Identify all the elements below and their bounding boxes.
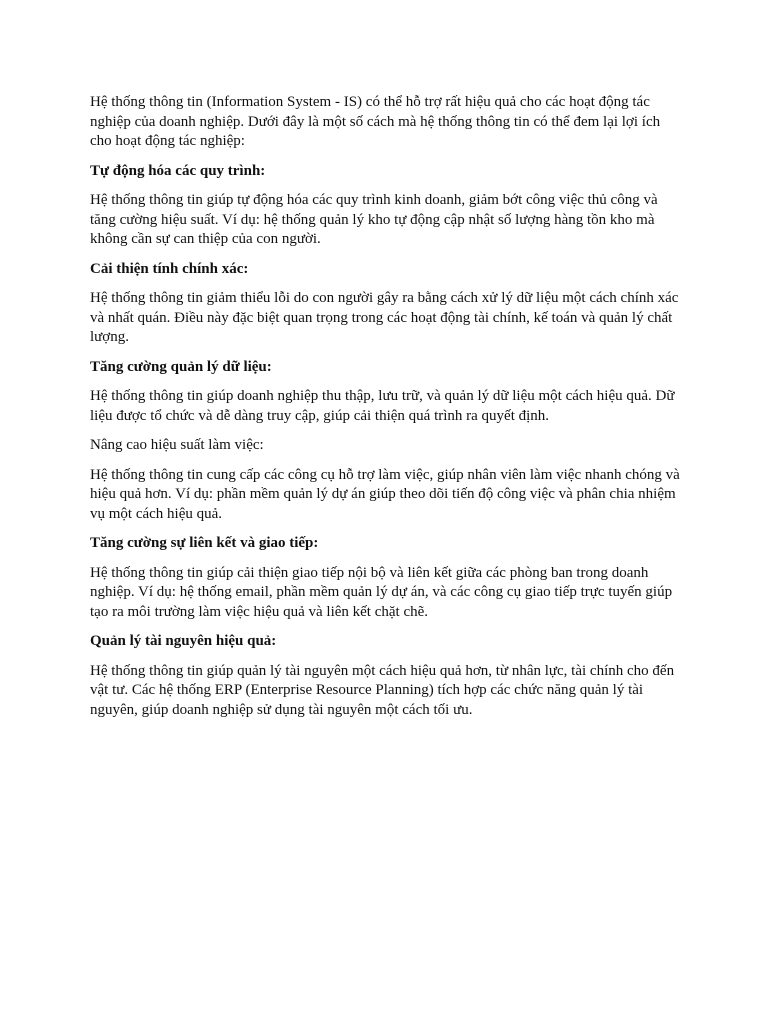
section-heading-resources: Quản lý tài nguyên hiệu quả: [90, 633, 277, 649]
section-body-communication: Hệ thống thông tin giúp cải thiện giao tiếp nội bộ và liên kết giữa các phòng ban trong doanh nghiệp. Ví dụ: hệ thống email, phần mềm quản lý dự án, và các công cụ giao tiếp trực tuyến giúp tạo ra môi trường làm việc hiệu quả và liên kết chặt chẽ. [90, 564, 673, 620]
intro-paragraph: Hệ thống thông tin (Information System - IS) có thể hỗ trợ rất hiệu quả cho các hoạt động tác nghiệp của doanh nghiệp. Dưới đây là một số cách mà hệ thống thông tin có thể đem lại lợi ích cho hoạt động tác nghiệp: [90, 94, 661, 149]
section-heading-accuracy: Cải thiện tính chính xác: [90, 260, 249, 277]
section-body-automation: Hệ thống thông tin giúp tự động hóa các quy trình kinh doanh, giảm bớt công việc thủ công và tăng cường hiệu suất. Ví dụ: hệ thống quản lý kho tự động cập nhật số lượng hàng tồn kho mà không cần sự can thiệp của con người. [90, 192, 658, 247]
section-body-accuracy: Hệ thống thông tin giảm thiểu lỗi do con người gây ra bằng cách xử lý dữ liệu một cách chính xác và nhất quán. Điều này đặc biệt quan trọng trong các hoạt động tài chính, kế toán và quản lý chất lượng. [90, 290, 679, 345]
section-heading-automation: Tự động hóa các quy trình: [90, 162, 266, 179]
section-body-performance: Hệ thống thông tin cung cấp các công cụ hỗ trợ làm việc, giúp nhân viên làm việc nhanh chóng và hiệu quả hơn. Ví dụ: phần mềm quản lý dự án giúp theo dõi tiến độ công việc và phân chia nhiệm vụ một cách hiệu quả. [90, 466, 680, 522]
section-heading-performance: Nâng cao hiệu suất làm việc: [90, 437, 264, 453]
section-body-data-management: Hệ thống thông tin giúp doanh nghiệp thu thập, lưu trữ, và quản lý dữ liệu một cách hiệu quả. Dữ liệu được tổ chức và dễ dàng truy cập, giúp cải thiện quá trình ra quyết định. [90, 388, 675, 424]
document-page [90, 93, 682, 730]
section-body-resources: Hệ thống thông tin giúp quản lý tài nguyên một cách hiệu quả hơn, từ nhân lực, tài chính cho đến vật tư. Các hệ thống ERP (Enterprise Resource Planning) tích hợp các chức năng quản lý tài nguyên, giúp doanh nghiệp sử dụng tài nguyên một cách tối ưu. [90, 662, 675, 718]
section-heading-communication: Tăng cường sự liên kết và giao tiếp: [90, 535, 319, 551]
section-heading-data-management: Tăng cường quản lý dữ liệu: [90, 358, 272, 375]
